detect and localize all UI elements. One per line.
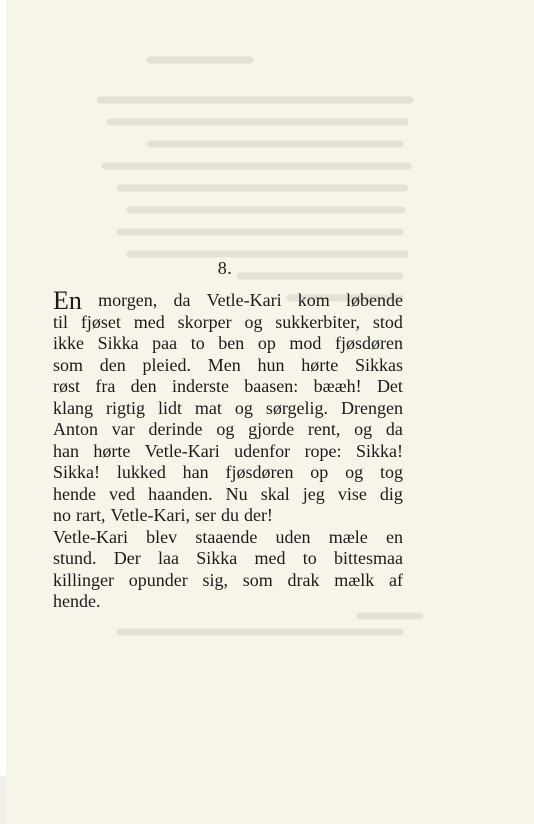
word: staaende xyxy=(195,526,258,547)
body-text xyxy=(53,286,403,613)
word: hende. xyxy=(53,591,101,611)
text-line xyxy=(53,333,403,355)
word: hørte xyxy=(301,354,339,375)
word: inderste xyxy=(171,376,229,396)
word: fjøsdøren xyxy=(334,333,403,353)
word: af xyxy=(389,569,403,590)
chapter-number: 8. xyxy=(217,258,233,278)
word: ikke xyxy=(53,333,84,353)
word: fra xyxy=(95,376,116,396)
text-line xyxy=(53,286,403,315)
text-line xyxy=(53,376,403,398)
word: lidt xyxy=(157,397,182,418)
text-line xyxy=(53,591,403,613)
word: Der xyxy=(113,548,141,568)
word: var xyxy=(111,419,135,439)
text-line xyxy=(53,441,403,463)
word: der! xyxy=(243,505,273,525)
word: skorper xyxy=(177,311,232,332)
word: hun xyxy=(257,354,285,375)
word: han xyxy=(182,462,209,482)
page-corner xyxy=(0,776,6,824)
word: pleied. xyxy=(142,354,191,375)
word: mat xyxy=(194,397,222,418)
word: løbende xyxy=(345,290,403,310)
word: Vetle-Kari xyxy=(53,526,128,547)
word: stod xyxy=(372,311,403,332)
word: med xyxy=(254,548,286,568)
word: killinger xyxy=(53,569,114,590)
word: sørgelig. xyxy=(265,397,329,418)
word: to xyxy=(302,548,317,568)
word: Sikka! xyxy=(53,462,100,482)
word: Vetle-Kari, xyxy=(110,505,190,525)
word: til xyxy=(53,311,69,332)
word: Det xyxy=(376,376,403,396)
word: og xyxy=(244,311,263,332)
word: paa xyxy=(152,333,178,353)
word: Sikka xyxy=(196,548,238,568)
word: jeg xyxy=(302,483,325,504)
word: morgen, xyxy=(98,290,158,310)
page-edge xyxy=(0,0,6,824)
word: mælk xyxy=(334,569,375,590)
word: gjorde xyxy=(248,419,295,439)
word: og xyxy=(345,462,364,482)
word: den xyxy=(130,376,157,396)
word: bittesmaa xyxy=(334,548,403,568)
word: bææh! xyxy=(313,376,362,396)
word: op xyxy=(257,333,276,353)
word: fjøset xyxy=(80,311,121,332)
word: ser xyxy=(194,505,216,525)
word: to xyxy=(190,333,205,353)
text-line xyxy=(53,570,403,592)
word: derinde xyxy=(148,419,203,439)
word: Sikkas xyxy=(354,354,403,375)
word: blev xyxy=(146,526,178,547)
word: lukked xyxy=(116,462,166,482)
word: som xyxy=(242,569,273,590)
word: og xyxy=(216,419,235,439)
word: ben xyxy=(218,333,245,353)
word: drak xyxy=(287,569,320,590)
word: En xyxy=(53,286,82,315)
text-line xyxy=(53,462,403,484)
word: udenfor xyxy=(234,440,291,461)
text-line xyxy=(53,355,403,377)
word: en xyxy=(385,526,403,547)
word: kom xyxy=(297,290,330,310)
word: sig, xyxy=(202,569,228,590)
word: Vetle-Kari xyxy=(206,290,282,310)
word: skal xyxy=(260,483,290,504)
word: Sikka! xyxy=(355,440,403,461)
word: da xyxy=(173,290,191,310)
word: hørte xyxy=(93,440,131,461)
word: sukkerbiter, xyxy=(275,311,361,332)
word: du xyxy=(220,505,239,525)
word: hende xyxy=(53,483,96,504)
word: ved xyxy=(109,483,136,504)
word: tog xyxy=(379,462,403,482)
word: rigtig xyxy=(105,397,145,418)
word: vise xyxy=(337,483,367,504)
word: Men xyxy=(207,354,241,375)
word: rent, xyxy=(307,419,341,439)
text-line xyxy=(53,484,403,506)
word: med xyxy=(133,311,165,332)
word: no xyxy=(53,505,71,525)
word: mæle xyxy=(328,526,368,547)
word: den xyxy=(99,354,126,375)
word: fjøsdøren xyxy=(225,462,294,482)
word: klang xyxy=(53,397,93,418)
word: stund. xyxy=(53,548,97,568)
word: Anton xyxy=(53,419,98,439)
word: op xyxy=(310,462,329,482)
word: Drengen xyxy=(341,397,403,418)
text-line xyxy=(53,527,403,549)
word: opunder xyxy=(128,569,188,590)
word: haanden. xyxy=(148,483,213,504)
word: Vetle-Kari xyxy=(144,440,220,461)
word: han xyxy=(53,440,79,461)
word: da xyxy=(385,419,403,439)
word: baasen: xyxy=(244,376,299,396)
word: røst xyxy=(53,376,80,396)
text-line xyxy=(53,505,403,527)
text-line xyxy=(53,548,403,570)
word: og xyxy=(354,419,373,439)
word: rart, xyxy=(76,505,106,525)
word: Sikka xyxy=(97,333,139,353)
word: mod xyxy=(289,333,322,353)
word: dig xyxy=(379,483,403,504)
word: rope: xyxy=(304,440,342,461)
text-line xyxy=(53,398,403,420)
word: laa xyxy=(158,548,179,568)
word: Nu xyxy=(225,483,248,504)
word: og xyxy=(234,397,253,418)
text-line xyxy=(53,312,403,334)
text-line xyxy=(53,419,403,441)
word: som xyxy=(53,354,84,375)
word: uden xyxy=(275,526,311,547)
